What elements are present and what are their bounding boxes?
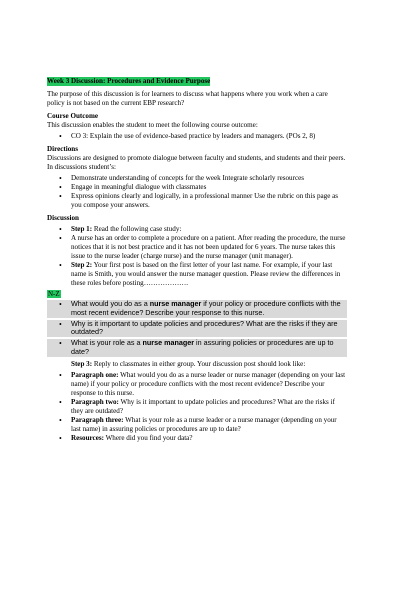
directions-list [47, 174, 347, 210]
discussion-steps-list [47, 225, 347, 288]
bullet-icon: • [59, 174, 62, 183]
directions-heading: Directions [47, 145, 78, 153]
list-item: • What is your role as a nurse manager in assuring policies or procedures are up to date? [47, 339, 347, 357]
list-item: • Engage in meaningful dialogue with classmates [59, 183, 207, 192]
course-outcome-heading: Course Outcome [47, 112, 99, 120]
bullet-icon: • [59, 370, 62, 380]
bullet-icon: • [59, 183, 62, 192]
course-outcome-list [47, 132, 347, 141]
bullet-icon: • [59, 234, 62, 243]
list-item: • CO 3: Explain the use of evidence-based practice by leaders and managers. (POs 2, 8) [59, 132, 316, 141]
list-item: • Demonstrate understanding of concepts for the week Integrate scholarly resources [59, 174, 305, 183]
list-item: • Step 1: Read the following case study: [59, 225, 182, 234]
bullet-icon: • [59, 339, 62, 349]
purpose-paragraph: The purpose of this discussion is for learners to discuss what happens where you work when a care policy is not based on the current EBP research? [47, 90, 328, 107]
discussion-heading: Discussion [47, 214, 79, 222]
bullet-icon: • [59, 397, 62, 407]
question-list [47, 300, 347, 357]
bullet-icon: • [59, 261, 62, 270]
bullet-icon: • [59, 132, 62, 141]
bullet-icon: • [59, 433, 62, 443]
course-outcome-intro: This discussion enables the student to meet the following course outcome: [47, 121, 258, 129]
list-item: • Why is it important to update policies and procedures? What are the risks if they are outdated? [47, 320, 347, 338]
bullet-icon: • [59, 192, 62, 201]
step3-text: Step 3: Reply to classmates in either group. Your discussion post should look like: [71, 359, 306, 368]
bullet-icon: • [59, 225, 62, 234]
group-tag: N-Z [48, 290, 60, 298]
list-item: • What would you do as a nurse manager if your policy or procedure conflicts with the most recent evidence? Describe your response to this nurse. [47, 300, 347, 318]
bullet-icon: • [59, 319, 62, 329]
list-item: • Paragraph three: What is your role as a nurse leader or a nurse manager (depending on your last name) in assuring policies or procedures are up to date? [59, 415, 337, 433]
list-item: • Step 2: Your first post is based on the first letter of your last name. For example, if your last name is Smith, you would answer the nurse manager question. Please review the differences in these roles before posting………………. [59, 261, 341, 287]
list-item: • Resources: Where did you find your data? [59, 433, 193, 443]
document-content [47, 77, 347, 443]
list-item: • Express opinions clearly and logically, in a professional manner Use the rubric on this page as you compose your answers. [59, 192, 339, 209]
post-structure-list [47, 371, 347, 443]
page-title: Week 3 Discussion: Procedures and Evidence Purpose [47, 77, 211, 85]
directions-intro: Discussions are designed to promote dialogue between faculty and students, and students and their peers. In discussions student’s: [47, 154, 346, 171]
bullet-icon: • [59, 415, 62, 425]
list-item: • Paragraph one: What would you do as a nurse leader or nurse manager (depending on your last name) if your policy or procedure conflicts with the most recent evidence? Describe your response to this nurse. [59, 370, 346, 397]
bullet-icon: • [59, 300, 62, 309]
list-item: • A nurse has an order to complete a procedure on a patient. After reading the procedure, the nurse notices that it is not best practice and it has not been updated for 6 years. The nurse takes this issue to the nurse leader (charge nurse) and the nurse manager (unit manager). [59, 234, 346, 260]
list-item: • Paragraph two: Why is it important to update policies and procedures? What are the risks if they are outdated? [59, 397, 335, 415]
